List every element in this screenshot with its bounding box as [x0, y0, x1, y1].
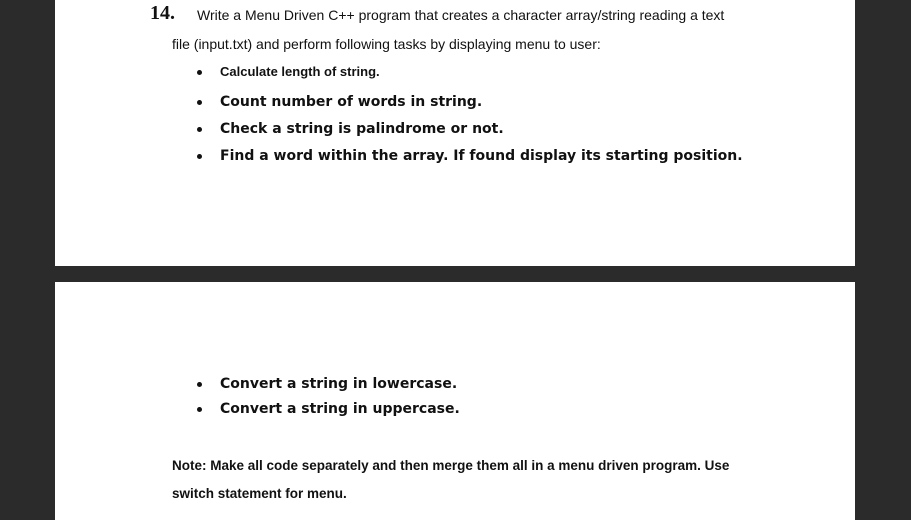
- bullet-icon: [197, 154, 202, 159]
- page-2: [55, 282, 855, 520]
- bullet-icon: [197, 100, 202, 105]
- page-1: [55, 0, 855, 266]
- note-text-line-2: switch statement for menu.: [172, 486, 347, 501]
- bullet-icon: [197, 70, 202, 75]
- task-text: Find a word within the array. If found display its starting position.: [220, 148, 743, 164]
- question-text-line-1: Write a Menu Driven C++ program that creates a character array/string reading a text: [197, 7, 725, 23]
- bullet-icon: [197, 382, 202, 387]
- task-text: Convert a string in uppercase.: [220, 401, 460, 417]
- question-text-line-2: file (input.txt) and perform following tasks by displaying menu to user:: [172, 36, 601, 52]
- bullet-icon: [197, 407, 202, 412]
- task-text: Convert a string in lowercase.: [220, 376, 458, 392]
- task-text: Check a string is palindrome or not.: [220, 121, 504, 137]
- bullet-icon: [197, 127, 202, 132]
- note-text-line-1: Note: Make all code separately and then merge them all in a menu driven program. Use: [172, 458, 730, 473]
- task-text: Count number of words in string.: [220, 94, 483, 110]
- task-text: Calculate length of string.: [220, 64, 380, 79]
- question-number: 14.: [150, 2, 175, 24]
